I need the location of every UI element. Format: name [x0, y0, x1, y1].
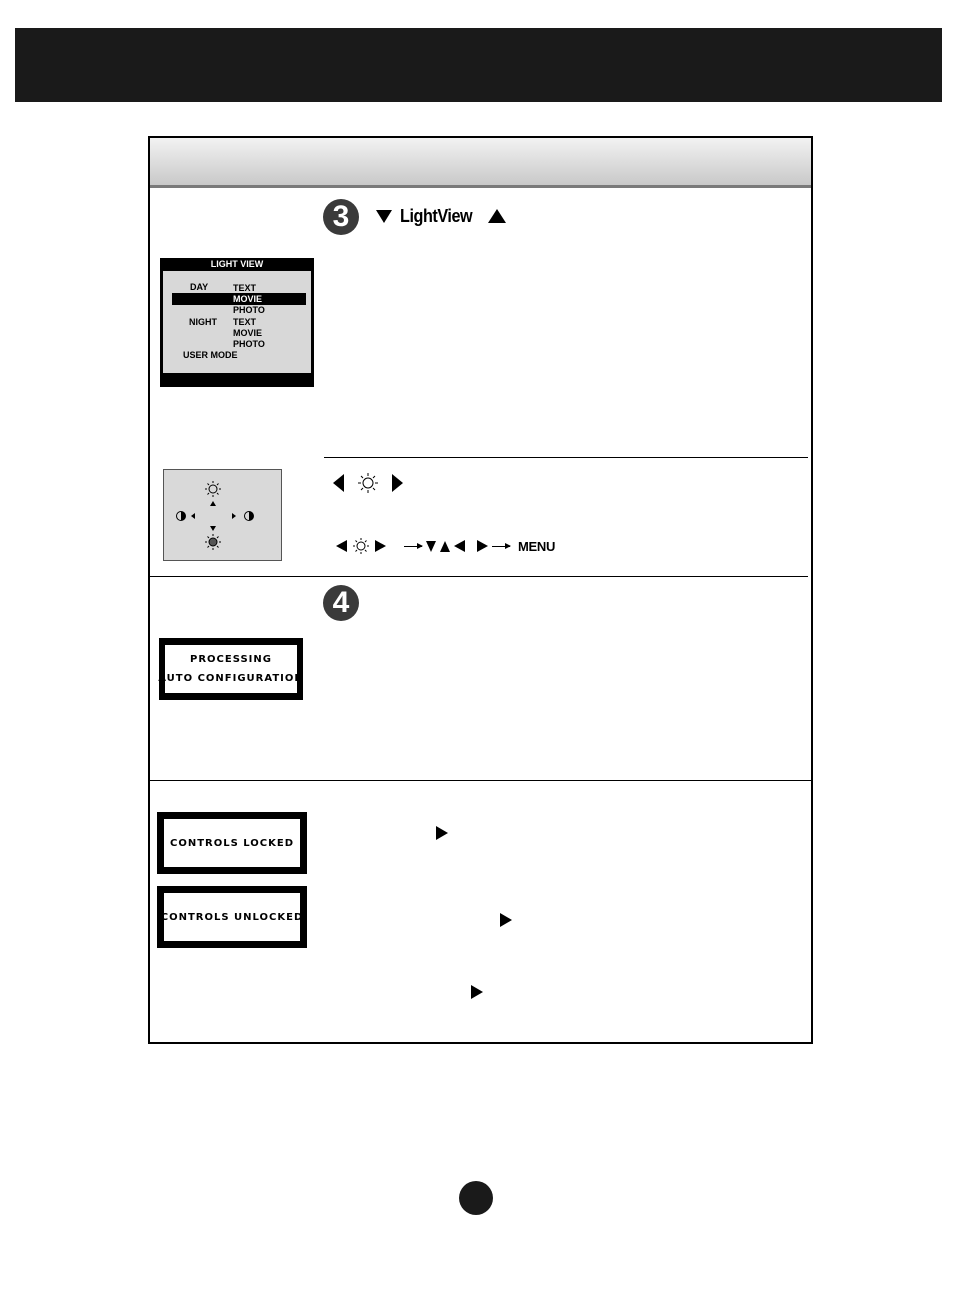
light-view-osd-panel — [163, 271, 311, 373]
day-option-movie[interactable]: MOVIE — [233, 294, 263, 304]
brightness-contrast-osd — [163, 469, 282, 561]
lightview-title: LightView — [400, 205, 473, 226]
controls-locked-message-inner — [164, 819, 300, 867]
sun-icon — [356, 471, 380, 495]
auto-config-message — [159, 638, 303, 700]
brightness-down-icon — [205, 534, 221, 550]
user-mode-label[interactable]: USER MODE — [183, 350, 238, 360]
divider-lightview — [324, 457, 808, 458]
sun-icon — [351, 536, 371, 556]
brightness-key-row — [333, 471, 403, 495]
light-view-osd — [160, 258, 314, 387]
night-option-movie[interactable]: MOVIE — [233, 328, 263, 338]
up-arrow-icon — [440, 541, 450, 552]
step-number-4: 4 — [323, 585, 359, 621]
top-header-bar — [15, 28, 942, 102]
day-option-text[interactable]: TEXT — [233, 283, 257, 293]
right-arrow-icon — [477, 540, 488, 552]
auto-config-line-1: PROCESSING — [190, 654, 272, 665]
brightness-contrast-diagram — [164, 470, 281, 560]
right-arrow-icon — [392, 474, 403, 492]
brightness-up-icon — [205, 481, 221, 497]
step-number-3: 3 — [323, 199, 359, 235]
right-arrow-icon — [375, 540, 386, 552]
light-view-osd-title: LIGHT VIEW — [210, 259, 264, 269]
controls-locked-text: CONTROLS LOCKED — [169, 837, 295, 849]
night-option-photo[interactable]: PHOTO — [233, 339, 265, 349]
flow-arrow-icon — [404, 546, 422, 547]
divider-section-4 — [150, 780, 811, 781]
menu-label: MENU — [518, 538, 556, 554]
left-arrow-icon — [333, 474, 344, 492]
down-arrow-icon — [376, 210, 392, 223]
controls-unlocked-message — [157, 886, 307, 948]
left-arrow-icon — [454, 540, 465, 552]
controls-unlocked-message-inner — [160, 893, 304, 941]
flow-arrow-icon — [492, 546, 510, 547]
right-arrow-icon — [500, 913, 512, 927]
right-arrow-icon — [471, 985, 483, 999]
day-option-photo[interactable]: PHOTO — [233, 305, 265, 315]
up-arrow-icon — [488, 209, 506, 223]
night-option-text[interactable]: TEXT — [233, 317, 257, 327]
contrast-up-icon — [245, 512, 254, 521]
right-arrow-icon — [436, 826, 448, 840]
night-label: NIGHT — [189, 317, 217, 327]
day-label: DAY — [190, 282, 209, 292]
auto-config-message-inner — [158, 645, 304, 693]
frame-header — [150, 138, 811, 188]
contrast-down-icon — [177, 512, 186, 521]
divider-section-3 — [150, 576, 808, 577]
controls-unlocked-text: CONTROLS UNLOCKED — [160, 911, 304, 923]
left-arrow-icon — [336, 540, 347, 552]
controls-locked-message — [157, 812, 307, 874]
down-arrow-icon — [426, 541, 436, 552]
auto-config-line-2: AUTO CONFIGURATION — [158, 673, 304, 684]
menu-flow — [336, 535, 555, 557]
page-number-badge — [459, 1181, 493, 1215]
lightview-heading — [376, 204, 506, 228]
